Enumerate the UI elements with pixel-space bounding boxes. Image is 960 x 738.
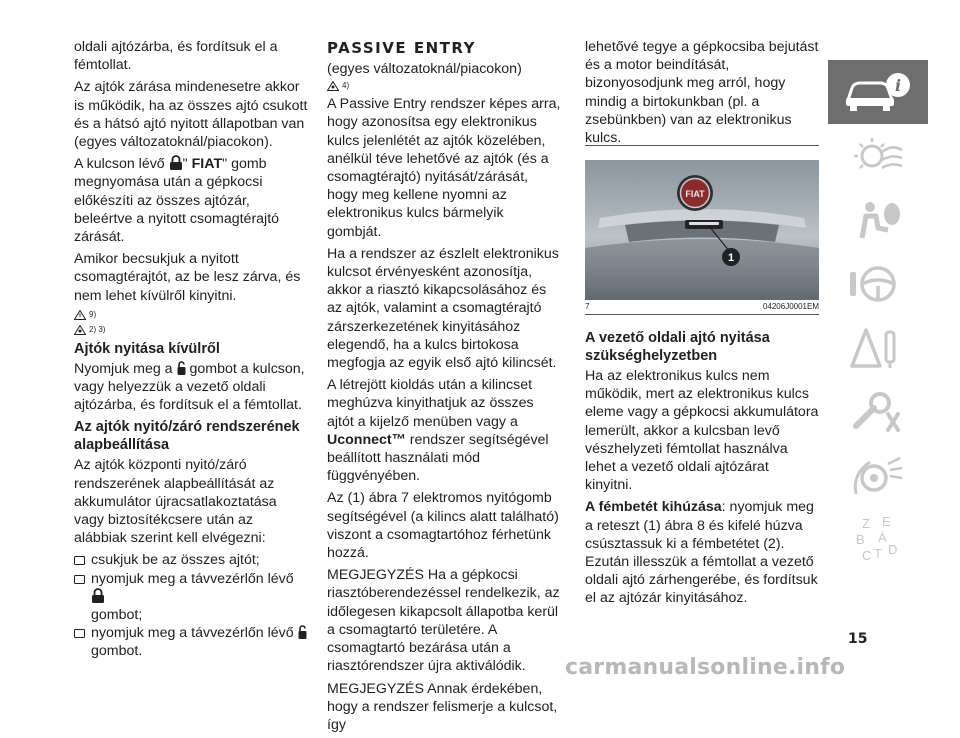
column-1 [74, 38, 308, 661]
index-letter: D [888, 542, 898, 557]
tailgate-illustration [585, 160, 819, 300]
unlock-icon [177, 361, 186, 375]
caution-note: 2) 3) [74, 324, 308, 336]
footer-watermark: carmanualsonline.info [565, 655, 846, 680]
warning-triangle-icon [74, 310, 86, 320]
tab-driving[interactable] [828, 252, 928, 316]
index-icon [848, 514, 908, 566]
callout-number: 1 [727, 252, 735, 264]
index-letter: Z [862, 516, 870, 531]
section-heading: Ajtók nyitása kívülről [74, 340, 220, 357]
paragraph: Nyomjuk meg a gombot a kulcson, vagy helyezzük a vezető oldali ajtózárba, és fordítsuk el a fémtollat. [74, 360, 305, 414]
paragraph: Az ajtók zárása mindenesetre akkor is működik, ha az összes ajtó csukott és a hátsó ajtó nyitott állapotban van (egyes változatoknál/piacokon). [74, 79, 308, 151]
tab-car-info[interactable] [828, 60, 928, 124]
paragraph: Ha a rendszer az észlelt elektronikus kulcsot érvényesként azonosítja, akkor a riasztó kikapcsolásához és az ajtók, valamint a csomagtérajtó zárszerkezetének kinyitásához elegendő, ha a kulcs birtokosa megfogja az egyik első ajtó kilincsét. [327, 245, 559, 372]
dashboard-lights-icon [848, 134, 908, 178]
bullet-icon [74, 575, 85, 584]
lock-icon [91, 588, 105, 603]
index-letter: B [856, 532, 865, 547]
paragraph: Az ajtók központi nyitó/záró rendszerének alapbeállítását az akkumulátor újracsatlakoztatása vagy biztosítékcsere után az alábbiak szerint kell elvégezni: [74, 457, 277, 547]
tab-index[interactable] [828, 508, 928, 572]
caution-triangle-icon [74, 325, 86, 335]
paragraph: Az (1) ábra 7 elektromos nyitógomb segítségével (a kilincs alatt található) viszont a csomagtartóhoz férhetünk hozzá. [327, 490, 559, 562]
warning-tools-icon [848, 326, 908, 370]
caution-note: 4) [327, 80, 561, 92]
paragraph: A kulcson lévő " FIAT" gomb megnyomása után a gépkocsi előkészíti az összes ajtózár, beleértve a nyitott csomagtérajtó zárását. [74, 156, 280, 246]
lock-icon [169, 155, 183, 170]
steering-icon [848, 262, 908, 306]
paragraph: A fémbetét kihúzása: nyomjuk meg a reteszt (1) ábra 8 és kifelé húzva csúsztassuk ki a fémbetétet (2). Ezután illesszük a fémtollat a vezető oldali ajtó zárhengerébe, és fordítsuk el az ajtózár kinyitásához. [585, 499, 818, 607]
list-item: nyomjuk meg a távvezérlőn lévő gombot; [74, 570, 308, 625]
paragraph: lehetővé tegye a gépkocsiba bejutást és a motor beindítását, bizonyosodjunk meg arról, hogy mindig a birtokunkban (pl. a zsebünkben) van az elektronikus kulcs. [585, 39, 819, 147]
bullet-icon [74, 629, 85, 638]
paragraph: oldali ajtózárba, és fordítsuk el a fémtollat. [74, 39, 278, 74]
tab-emergency[interactable] [828, 316, 928, 380]
index-letter: T [874, 546, 882, 561]
tab-dashboard[interactable] [828, 124, 928, 188]
bullet-icon [74, 556, 85, 565]
divider [585, 145, 819, 146]
paragraph: MEGJEGYZÉS Annak érdekében, hogy a rendszer felismerje a kulcsot, így [327, 680, 558, 733]
tailgate-photo [585, 160, 819, 300]
paragraph: A létrejött kioldás után a kilincset meghúzva kinyithatjuk az összes ajtót a kijelző menüben vagy a Uconnect™ rendszer segítségével beállított használati mód függvényében. [327, 377, 549, 485]
unlock-icon [298, 625, 307, 639]
car-info-icon [842, 70, 914, 114]
tab-media[interactable] [828, 444, 928, 508]
media-icon [848, 454, 908, 498]
figure-caption: 7 04206J0001EM [585, 302, 819, 311]
warning-note: 9) [74, 309, 308, 321]
service-icon [848, 390, 908, 434]
index-letter: C [862, 548, 872, 563]
paragraph: Ha az elektronikus kulcs nem működik, mert az elektronikus kulcs eleme vagy a gépkocsi akkumulátora lemerült, akkor a kulcsban levő vészhelyzeti fémtollat használva lehet a vezető oldali ajtózárat kinyitni. [585, 368, 819, 494]
column-3 [585, 38, 819, 151]
svg-text:i: i [894, 76, 902, 95]
chapter-tabs [828, 60, 928, 572]
divider [585, 314, 819, 315]
section-heading: A vezető oldali ajtó nyitása szükséghelyzetben [585, 330, 770, 364]
section-heading: Az ajtók nyitó/záró rendszerének alapbeállítása [74, 419, 300, 454]
paragraph: A Passive Entry rendszer képes arra, hogy azonosítsa egy elektronikus kulcs jelenlétét az ajtók közelében, anélkül téve lehetővé az ajtók (és a csomagtérajtó) nyitását/zárását, hogy meg kellene nyomni az elektronikus kulcs bármelyik gombját. [327, 96, 561, 240]
paragraph: MEGJEGYZÉS Ha a gépkocsi riasztóberendezéssel rendelkezik, az időlegesen kikapcsolt állapotba kerül a csomagtartó területére. A csomagtartó bezárása után a riasztórendszer újra aktiválódik. [327, 567, 560, 675]
tab-service[interactable] [828, 380, 928, 444]
list-item: nyomjuk meg a távvezérlőn lévő gombot. [74, 624, 308, 660]
index-letter: Á [878, 530, 887, 545]
index-letter: E [882, 514, 891, 529]
paragraph: Amikor becsukjuk a nyitott csomagtérajtót, az be lesz zárva, és nem lehet kívülről kinyitni. [74, 251, 301, 304]
fiat-logo: FIAT [685, 189, 705, 199]
tab-safety[interactable] [828, 188, 928, 252]
subtitle: (egyes változatoknál/piacokon) [327, 61, 522, 77]
figure-7 [585, 145, 819, 608]
main-heading: PASSIVE ENTRY [327, 39, 476, 57]
caution-triangle-icon [327, 81, 339, 91]
airbag-icon [848, 198, 908, 242]
list-item: csukjuk be az összes ajtót; [74, 551, 308, 569]
column-2 [327, 38, 561, 738]
page-number: 15 [848, 631, 868, 647]
